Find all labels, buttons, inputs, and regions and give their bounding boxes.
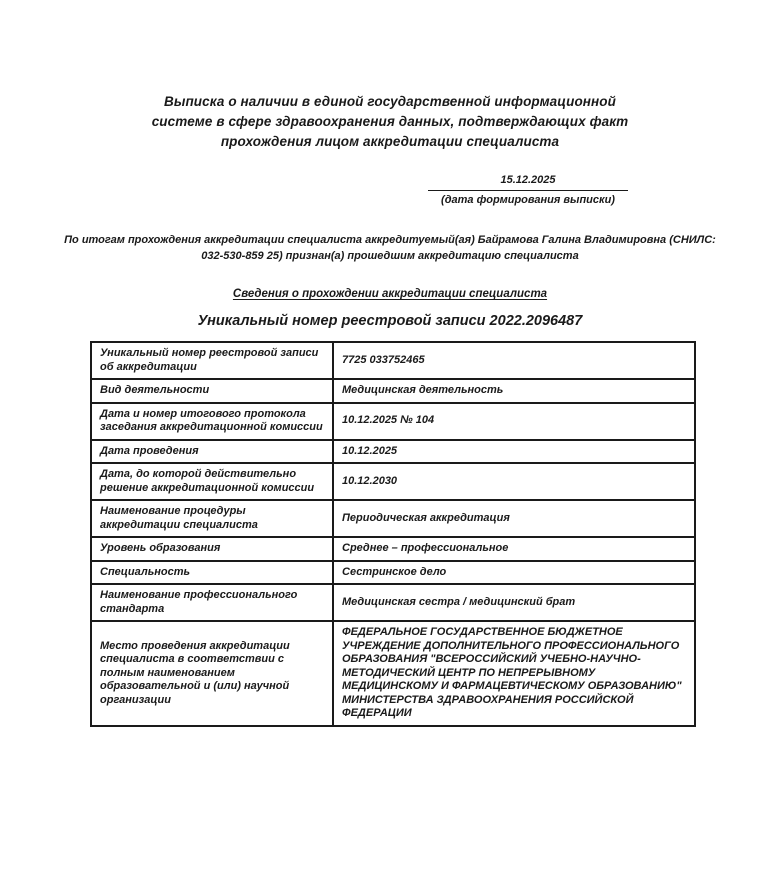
table-row: [91, 537, 695, 561]
table-row: [91, 463, 695, 500]
extract-date-caption: (дата формирования выписки): [428, 190, 628, 207]
table-row: [91, 621, 695, 726]
row-label: Дата и номер итогового протокола заседания аккредитационной комиссии: [91, 403, 333, 440]
section-subheading: Сведения о прохождении аккредитации специалиста: [232, 288, 548, 300]
table-row: [91, 584, 695, 621]
row-label: Вид деятельности: [91, 379, 333, 403]
row-label: Место проведения аккредитации специалиста в соответствии с полным наименованием образовательной и (или) научной организации: [91, 621, 333, 726]
row-value: Среднее – профессиональное: [333, 537, 695, 561]
row-label: Дата проведения: [91, 440, 333, 464]
extract-date-value: 15.12.2025: [500, 174, 556, 186]
row-label: Уникальный номер реестровой записи об аккредитации: [91, 342, 333, 379]
row-label: Дата, до которой действительно решение аккредитационной комиссии: [91, 463, 333, 500]
extract-date-block: [428, 174, 628, 207]
table-row: [91, 500, 695, 537]
accreditation-table: [90, 341, 696, 727]
intro-paragraph: По итогам прохождения аккредитации специалиста аккредитуемый(ая) Байрамова Галина Владимировна (СНИЛС: 032-530-859 25) признан(а) прошедшим аккредитацию специалиста: [64, 234, 716, 262]
row-value: 10.12.2025: [333, 440, 695, 464]
row-value: ФЕДЕРАЛЬНОЕ ГОСУДАРСТВЕННОЕ БЮДЖЕТНОЕ УЧРЕЖДЕНИЕ ДОПОЛНИТЕЛЬНОГО ПРОФЕССИОНАЛЬНОГО ОБРАЗОВАНИЯ "ВСЕРОССИЙСКИЙ УЧЕБНО-НАУЧНО-МЕТОДИЧЕСКИЙ ЦЕНТР ПО НЕПРЕРЫВНОМУ МЕДИЦИНСКОМУ И ФАРМАЦЕВТИЧЕСКОМУ ОБРАЗОВАНИЮ" МИНИСТЕРСТВА ЗДРАВООХРАНЕНИЯ РОССИЙСКОЙ ФЕДЕРАЦИИ: [333, 621, 695, 726]
row-label: Наименование профессионального стандарта: [91, 584, 333, 621]
row-value: Медицинская сестра / медицинский брат: [333, 584, 695, 621]
row-value: 10.12.2025 № 104: [333, 403, 695, 440]
row-label: Специальность: [91, 561, 333, 585]
row-value: Сестринское дело: [333, 561, 695, 585]
table-row: [91, 561, 695, 585]
document-title: [110, 92, 670, 152]
row-label: Уровень образования: [91, 537, 333, 561]
row-value: 10.12.2030: [333, 463, 695, 500]
row-value: Медицинская деятельность: [333, 379, 695, 403]
table-row: [91, 403, 695, 440]
table-row: [91, 379, 695, 403]
document-title-line: системе в сфере здравоохранения данных, подтверждающих факт: [151, 114, 629, 129]
document-title-line: прохождения лицом аккредитации специалиста: [220, 134, 560, 149]
table-row: [91, 440, 695, 464]
row-label: Наименование процедуры аккредитации специалиста: [91, 500, 333, 537]
row-value: Периодическая аккредитация: [333, 500, 695, 537]
table-row: [91, 342, 695, 379]
row-value: 7725 033752465: [333, 342, 695, 379]
registry-number-heading: Уникальный номер реестровой записи 2022.2096487: [197, 313, 583, 329]
document-title-line: Выписка о наличии в единой государственной информационной: [163, 94, 616, 109]
